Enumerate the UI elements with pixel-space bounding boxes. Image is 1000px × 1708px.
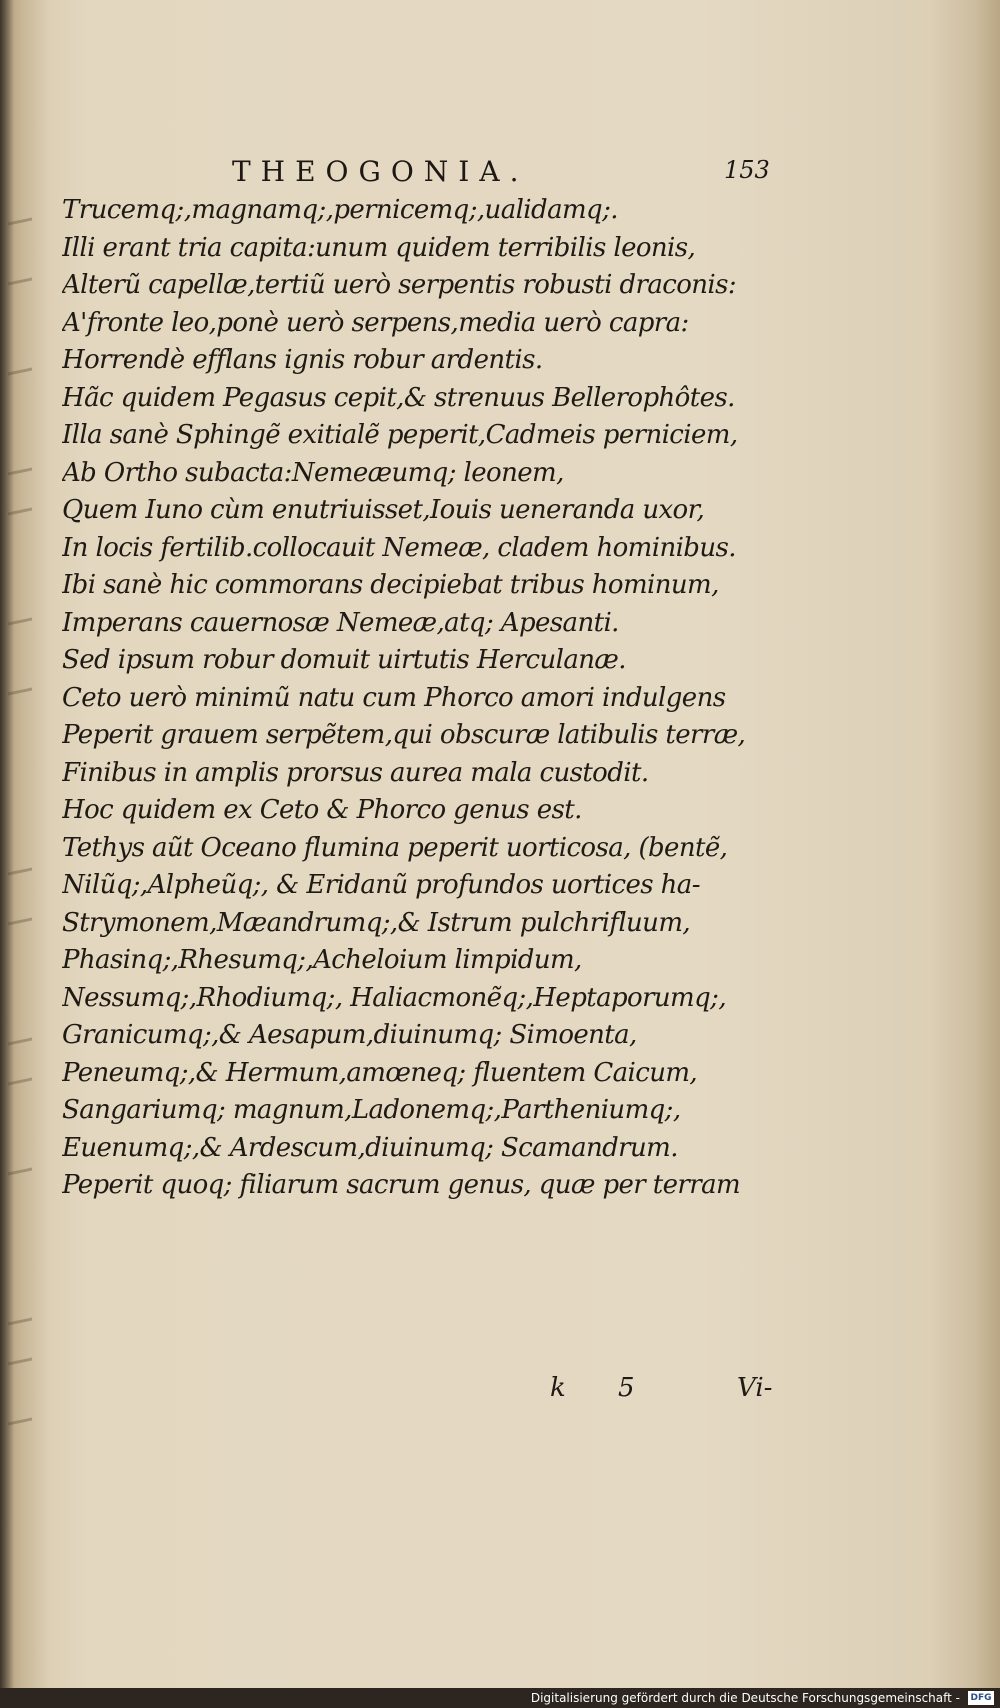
bleed-mark (8, 1167, 32, 1193)
facing-page-bleed (0, 0, 58, 1688)
verse-line: Peperit quoq; filiarum sacrum genus, quæ per terram (62, 1170, 741, 1200)
running-header: THEOGONIA. (232, 155, 529, 188)
page-number: 153 (724, 156, 770, 184)
verse-line: Horrendè efflans ignis robur ardentis. (62, 345, 543, 375)
verse-line: Strymonem,Mæandrumq;,& Istrum pulchrifluum, (62, 907, 691, 938)
credit-text: Digitalisierung gefördert durch die Deutsche Forschungsgemeinschaft - (530, 1691, 960, 1705)
bleed-mark (8, 367, 32, 393)
verse-line: Peperit grauem serpẽtem,qui obscuræ latibulis terræ, (62, 720, 746, 750)
bleed-mark (8, 277, 32, 303)
bleed-mark (8, 467, 32, 493)
verse-line: A'fronte leo,ponè uerò serpens,media uerò capra: (62, 307, 689, 338)
bleed-mark (8, 617, 32, 643)
bleed-mark (8, 1417, 32, 1443)
dfg-logo-icon: DFG (968, 1691, 994, 1705)
verse-line: Illa sanè Sphingẽ exitialẽ peperit,Cadmeis perniciem, (62, 420, 738, 450)
bleed-mark (8, 217, 32, 243)
bleed-mark (8, 1357, 32, 1383)
verse-line: Nessumq;,Rhodiumq;, Haliacmonẽq;,Heptaporumq;, (62, 982, 726, 1013)
verse-line: Granicumq;,& Aesapum,diuinumq; Simoenta, (62, 1020, 637, 1050)
verse-line: Ab Ortho subacta:Nemeæumq; leonem, (62, 457, 564, 488)
verse-line: Hãc quidem Pegasus cepit,& strenuus Bellerophôtes. (62, 382, 735, 413)
bleed-mark (8, 1037, 32, 1063)
verse-line: Trucemq;,magnamq;,pernicemq;,ualidamq;. (62, 195, 618, 225)
bleed-mark (8, 1317, 32, 1343)
bleed-mark (8, 867, 32, 893)
verse-line: Sed ipsum robur domuit uirtutis Herculanæ. (62, 645, 626, 675)
verse-line: In locis fertilib.collocauit Nemeæ, cladem hominibus. (62, 532, 736, 563)
bleed-mark (8, 507, 32, 533)
verse-line: Tethys aũt Oceano flumina peperit uorticosa, (bentẽ, (62, 832, 728, 863)
bleed-mark (8, 687, 32, 713)
verse-line: Phasinq;,Rhesumq;,Acheloium limpidum, (62, 945, 582, 975)
signature-number: 5 (618, 1373, 635, 1403)
bleed-mark (8, 917, 32, 943)
verse-line: Quem Iuno cùm enutriuisset,Iouis ueneranda uxor, (62, 495, 705, 525)
verse-line: Ceto uerò minimũ natu cum Phorco amori indulgens (62, 682, 726, 713)
verse-line: Finibus in amplis prorsus aurea mala custodit. (62, 757, 649, 788)
catchword: Vi- (737, 1373, 773, 1403)
verse-line: Alterũ capellæ,tertiũ uerò serpentis robusti draconis: (62, 270, 737, 300)
verse-line: Hoc quidem ex Ceto & Phorco genus est. (62, 795, 582, 825)
bleed-mark (8, 1077, 32, 1103)
verse-line: Sangariumq; magnum,Ladonemq;,Partheniumq;, (62, 1095, 681, 1125)
digitization-credit (374, 1690, 994, 1706)
verse-line: Nilũq;,Alpheũq;, & Eridanũ profundos uortices ha- (62, 870, 700, 900)
verse-lines (62, 192, 792, 1205)
verse-line: Ibi sanè hic commorans decipiebat tribus hominum, (62, 570, 719, 600)
verse-line: Illi erant tria capita:unum quidem terribilis leonis, (62, 232, 696, 263)
verse-line: Imperans cauernosæ Nemeæ,atq; Apesanti. (62, 607, 619, 638)
signature-mark: k (550, 1373, 566, 1403)
verse-line: Euenumq;,& Ardescum,diuinumq; Scamandrum. (62, 1132, 678, 1163)
verse-line: Peneumq;,& Hermum,amœneq; fluentem Caicum, (62, 1057, 698, 1088)
